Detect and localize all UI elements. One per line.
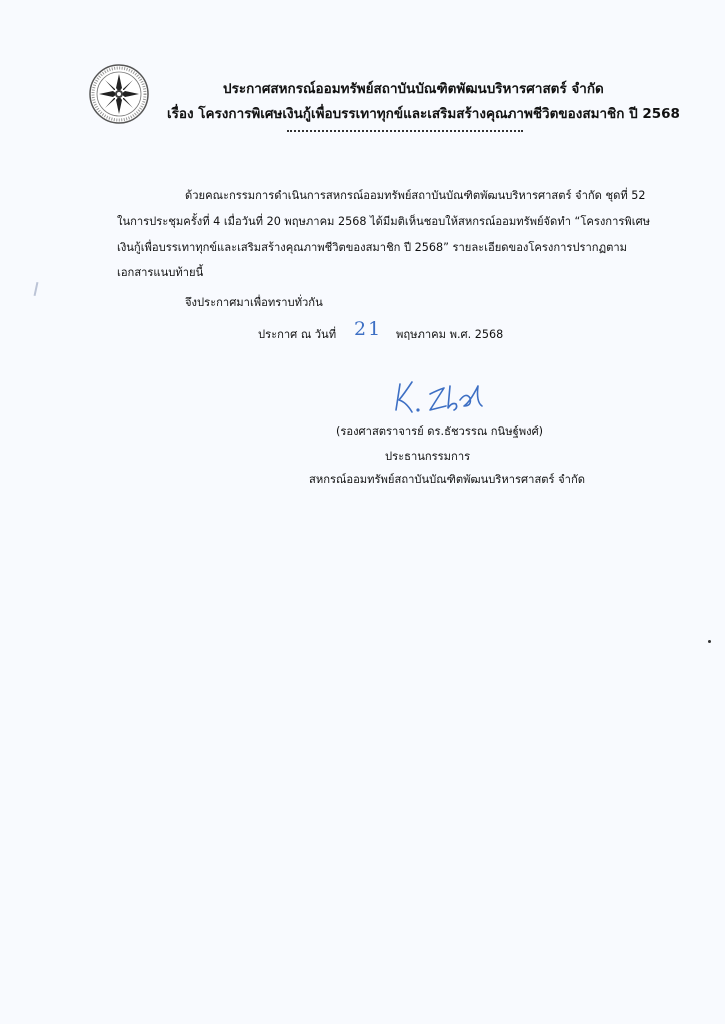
cooperative-seal-icon	[88, 63, 150, 125]
scan-smudge	[34, 282, 39, 296]
body-line-2: ในการประชุมครั้งที่ 4 เมื่อวันที่ 20 พฤษภาคม 2568 ได้มีมติเห็นชอบให้สหกรณ์ออมทรัพย์จัดทำ “โครงการพิเศษ	[117, 215, 651, 228]
handwritten-day: 21	[354, 318, 383, 340]
signer-name: (รองศาสตราจารย์ ดร.ธัชวรรณ กนิษฐ์พงศ์)	[336, 425, 544, 438]
header-divider	[287, 130, 523, 132]
signature-icon	[390, 372, 500, 420]
announcement-closing: จึงประกาศมาเพื่อทราบทั่วกัน	[185, 296, 323, 309]
announcement-title: ประกาศสหกรณ์ออมทรัพย์สถาบันบัณฑิตพัฒนบริหารศาสตร์ จำกัด	[223, 81, 604, 97]
date-month-year: พฤษภาคม พ.ศ. 2568	[396, 328, 504, 341]
body-line-3: เงินกู้เพื่อบรรเทาทุกข์และเสริมสร้างคุณภาพชีวิตของสมาชิก ปี 2568” รายละเอียดของโครงการปรากฏตาม	[117, 241, 627, 254]
signer-organization: สหกรณ์ออมทรัพย์สถาบันบัณฑิตพัฒนบริหารศาสตร์ จำกัด	[309, 473, 585, 486]
signer-position: ประธานกรรมการ	[385, 450, 471, 463]
date-prefix: ประกาศ ณ วันที่	[258, 328, 337, 341]
scan-dot	[708, 640, 711, 643]
body-line-4: เอกสารแนบท้ายนี้	[117, 266, 204, 279]
announcement-subject: เรื่อง โครงการพิเศษเงินกู้เพื่อบรรเทาทุกข์และเสริมสร้างคุณภาพชีวิตของสมาชิก ปี 2568	[167, 106, 680, 122]
body-line-1: ด้วยคณะกรรมการดำเนินการสหกรณ์ออมทรัพย์สถาบันบัณฑิตพัฒนบริหารศาสตร์ จำกัด ชุดที่ 52	[185, 189, 646, 202]
